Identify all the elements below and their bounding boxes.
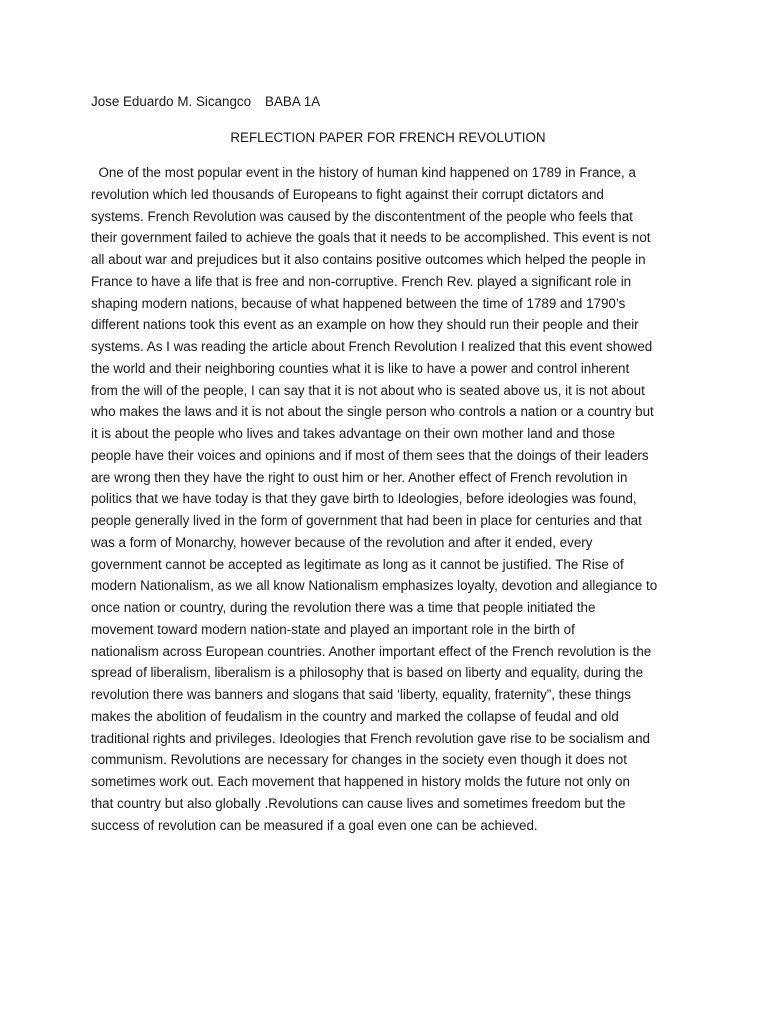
body-line: makes the abolition of feudalism in the country and marked the collapse of feudal and old: [91, 708, 619, 724]
body-line: success of revolution can be measured if a goal even one can be achieved.: [91, 817, 538, 833]
body-line: all about war and prejudices but it also contains positive outcomes which helped the people in: [91, 252, 646, 267]
body-line: movement toward modern nation-state and played an important role in the birth of: [91, 621, 575, 637]
body-line: who makes the laws and it is not about the single person who controls a nation or a country but: [91, 404, 654, 420]
body-line: people have their voices and opinions and if most of them sees that the doings of their leaders: [91, 447, 649, 463]
body-line: revolution there was banners and slogans that said ‘liberty, equality, fraternity”, these things: [91, 687, 631, 702]
body-line: traditional rights and privileges. Ideologies that French revolution gave rise to be socialism and: [91, 730, 650, 746]
body-line: systems. As I was reading the article about French Revolution I realized that this event showed: [91, 339, 653, 354]
body-line: once nation or country, during the revolution there was a time that people initiated the: [91, 600, 596, 615]
body-line: from the will of the people, I can say that it is not about who is seated above us, it is not about: [91, 382, 645, 398]
body-line: communism. Revolutions are necessary for changes in the society even though it does not: [91, 752, 627, 768]
body-line: revolution which led thousands of Europeans to fight against their corrupt dictators and: [91, 186, 604, 202]
paper-title: REFLECTION PAPER FOR FRENCH REVOLUTION: [230, 130, 546, 145]
body-line: sometimes work out. Each movement that happened in history molds the future not only on: [91, 774, 630, 789]
body-line: spread of liberalism, liberalism is a philosophy that is based on liberty and equality, during the: [91, 665, 644, 681]
body-line: modern Nationalism, as we all know Nationalism emphasizes loyalty, devotion and allegiance to: [91, 578, 658, 594]
body-line: different nations took this event as an example on how they should run their people and their: [91, 317, 639, 333]
class-section: BABA 1A: [265, 94, 321, 109]
body-line: the world and their neighboring counties what it is like to have a power and control inherent: [91, 360, 630, 376]
body-line: that country but also globally .Revolutions can cause lives and sometimes freedom but the: [91, 795, 626, 811]
author-line: [91, 93, 320, 111]
author-name: Jose Eduardo M. Sicangco: [91, 94, 252, 109]
body-line: France to have a life that is free and non-corruptive. French Rev. played a significant role in: [91, 273, 632, 289]
body-line: politics that we have today is that they gave birth to Ideologies, before ideologies was found,: [91, 491, 637, 507]
body-line: their government failed to achieve the goals that it needs to be accomplished. This event is not: [91, 230, 651, 246]
body-line: shaping modern nations, because of what happened between the time of 1789 and 1790’s: [91, 295, 626, 311]
body-line: One of the most popular event in the history of human kind happened on 1789 in France, a: [91, 165, 636, 180]
body-paragraph: [91, 162, 691, 836]
body-line: nationalism across European countries. Another important effect of the French revolution is the: [91, 643, 652, 659]
body-line: are wrong then they have the right to oust him or her. Another effect of French revolution in: [91, 469, 628, 485]
body-line: it is about the people who lives and takes advantage on their own mother land and those: [91, 426, 616, 441]
body-line: people generally lived in the form of government that had been in place for centuries and that: [91, 513, 642, 528]
body-line: was a form of Monarchy, however because of the revolution and after it ended, every: [91, 534, 593, 550]
body-line: systems. French Revolution was caused by the discontentment of the people who feels that: [91, 208, 633, 224]
body-line: government cannot be accepted as legitimate as long as it cannot be justified. The Rise of: [91, 556, 624, 572]
